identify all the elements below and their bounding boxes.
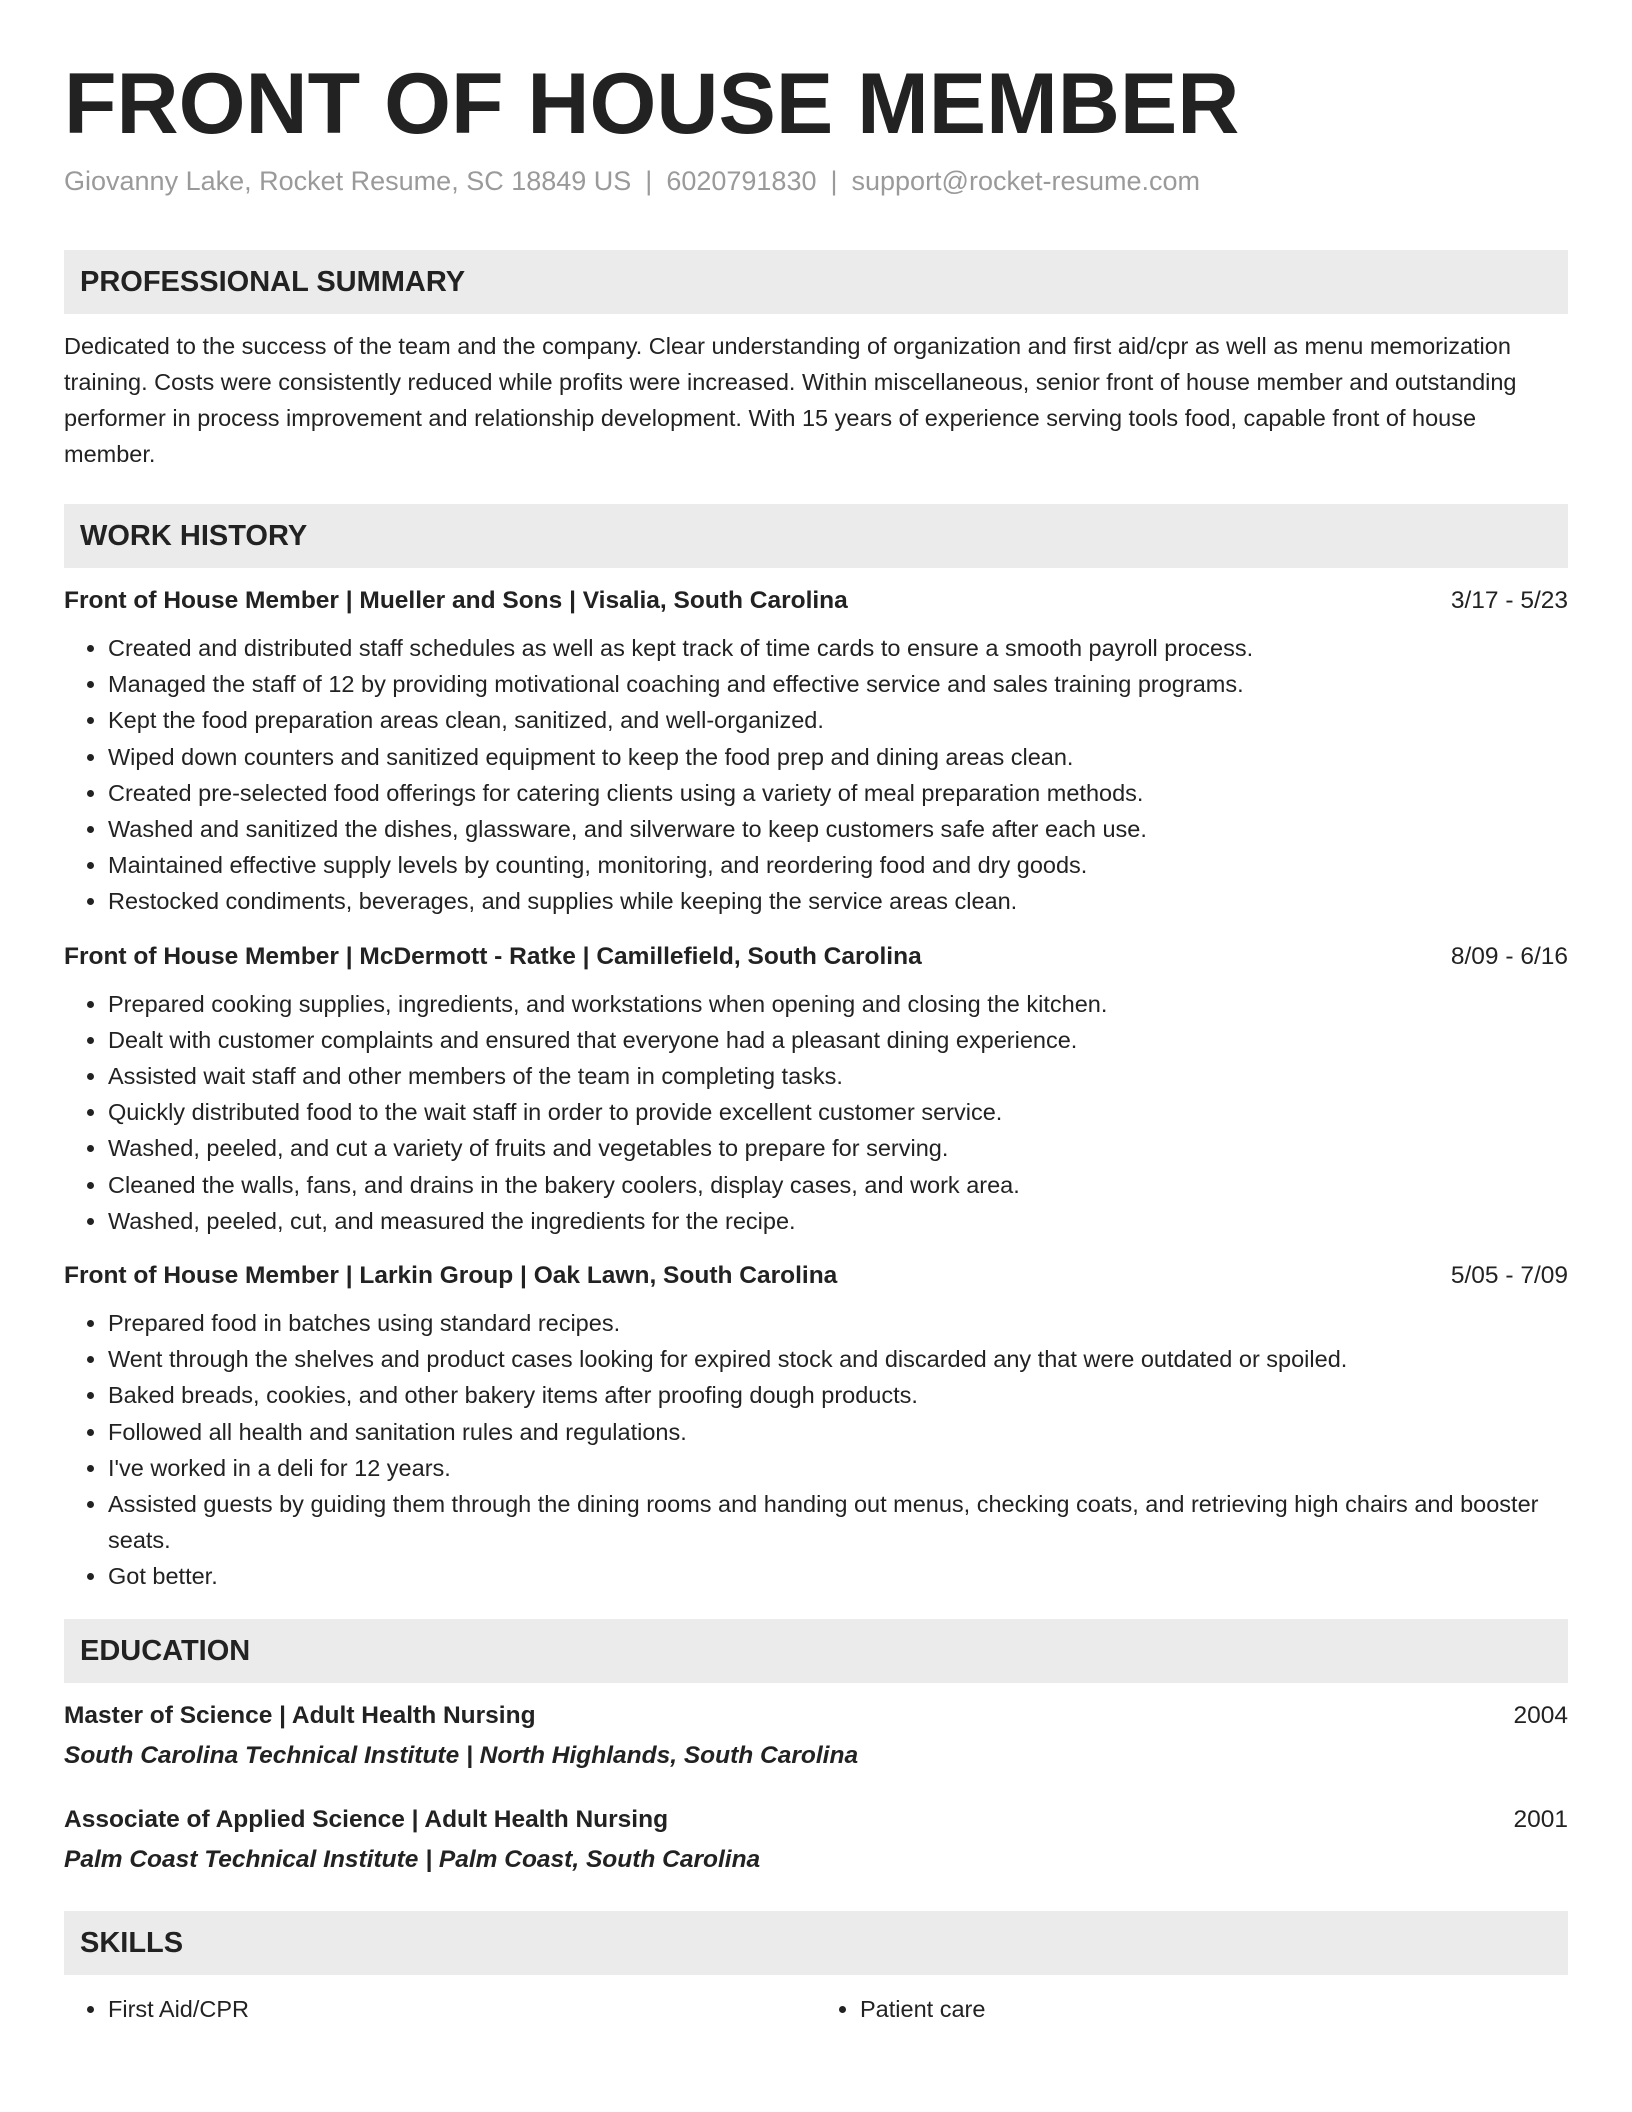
list-item: • Followed all health and sanitation rules and regulations. (108, 1414, 1568, 1450)
list-item: • Prepared cooking supplies, ingredients, and workstations when opening and closing the kitchen. (108, 986, 1568, 1022)
list-item: • Washed, peeled, and cut a variety of fruits and vegetables to prepare for serving. (108, 1130, 1568, 1166)
job-dates: 5/05 - 7/09 (1450, 1262, 1568, 1290)
section-heading-work-history: WORK HISTORY (64, 504, 1568, 568)
education-entry (64, 1699, 1568, 1773)
list-item: • Maintained effective supply levels by counting, monitoring, and reordering food and dry goods. (108, 847, 1568, 883)
job-title: Front of House Member | Larkin Group | Oak Lawn, South Carolina (64, 1262, 838, 1290)
list-item: • Baked breads, cookies, and other bakery items after proofing dough products. (108, 1377, 1568, 1413)
summary-text: Dedicated to the success of the team and the company. Clear understanding of organization and first aid/cpr as well as menu memorization training. Costs were consistently reduced while profits were increased. Within miscellaneous, senior front of house member and outstanding performer in process improvement and relationship development. With 15 years of experience serving tools food, capable front of house member. (64, 333, 1517, 467)
job-header (64, 584, 1568, 618)
resume-page (64, 0, 1568, 2027)
list-item: • Kept the food preparation areas clean, sanitized, and well-organized. (108, 702, 1568, 738)
list-item: • Wiped down counters and sanitized equipment to keep the food prep and dining areas clean. (108, 739, 1568, 775)
skills-column-right (816, 1991, 1568, 2027)
list-item: • Patient care (860, 1991, 1568, 2027)
list-item: • Dealt with customer complaints and ensured that everyone had a pleasant dining experience. (108, 1022, 1568, 1058)
list-item: • Prepared food in batches using standard recipes. (108, 1305, 1568, 1341)
job-header (64, 1259, 1568, 1293)
job-dates: 3/17 - 5/23 (1450, 587, 1568, 614)
list-item: • Cleaned the walls, fans, and drains in the bakery coolers, display cases, and work area. (108, 1167, 1568, 1203)
list-item: • Restocked condiments, beverages, and supplies while keeping the service areas clean. (108, 883, 1568, 919)
contact-email[interactable]: support@rocket-resume.com (851, 166, 1201, 196)
education-entry (64, 1803, 1568, 1877)
education-header (64, 1699, 1568, 1733)
list-item: • Assisted wait staff and other members of the team in completing tasks. (108, 1058, 1568, 1094)
skills-column-left (64, 1991, 816, 2027)
job-header (64, 940, 1568, 974)
education-school: Palm Coast Technical Institute | Palm Coast, South Carolina (64, 1845, 761, 1873)
job-title: Front of House Member | Mueller and Sons | Visalia, South Carolina (64, 587, 848, 614)
section-heading-education: EDUCATION (64, 1619, 1568, 1683)
job-bullets (64, 1305, 1568, 1595)
job-bullets (64, 986, 1568, 1239)
job-dates: 8/09 - 6/16 (1450, 942, 1568, 970)
list-item: • Went through the shelves and product cases looking for expired stock and discarded any that were outdated or spoiled. (108, 1341, 1568, 1377)
contact-address: Giovanny Lake, Rocket Resume, SC 18849 US (64, 166, 632, 196)
contact-phone: 6020791830 (666, 166, 817, 196)
list-item: • Washed and sanitized the dishes, glassware, and silverware to keep customers safe after each use. (108, 811, 1568, 847)
skills-list (64, 1975, 1568, 2027)
contact-separator: | (830, 166, 838, 196)
education-header (64, 1803, 1568, 1837)
job-entry (64, 584, 1568, 920)
education-year: 2004 (1513, 1701, 1568, 1729)
contact-separator: | (645, 166, 653, 196)
list-item: • Got better. (108, 1558, 1568, 1594)
list-item: • Washed, peeled, cut, and measured the ingredients for the recipe. (108, 1203, 1568, 1239)
list-item: • Created pre-selected food offerings for catering clients using a variety of meal preparation methods. (108, 775, 1568, 811)
job-title: Front of House Member | McDermott - Ratke | Camillefield, South Carolina (64, 942, 922, 970)
section-heading-skills: SKILLS (64, 1911, 1568, 1975)
resume-title: FRONT OF HOUSE MEMBER (64, 56, 1240, 152)
education-school: South Carolina Technical Institute | North Highlands, South Carolina (64, 1741, 859, 1769)
education-degree: Associate of Applied Science | Adult Health Nursing (64, 1805, 669, 1833)
list-item: • Assisted guests by guiding them through the dining rooms and handing out menus, checking coats, and retrieving high chairs and booster seats. (108, 1486, 1568, 1558)
list-item: • Created and distributed staff schedules as well as kept track of time cards to ensure a smooth payroll process. (108, 630, 1568, 666)
list-item: • I've worked in a deli for 12 years. (108, 1450, 1568, 1486)
section-heading-summary: PROFESSIONAL SUMMARY (64, 250, 1568, 314)
job-bullets (64, 630, 1568, 920)
education-year: 2001 (1513, 1805, 1568, 1833)
job-entry (64, 940, 1568, 1239)
list-item: • First Aid/CPR (108, 1991, 816, 2027)
education-degree: Master of Science | Adult Health Nursing (64, 1701, 536, 1729)
list-item: • Quickly distributed food to the wait staff in order to provide excellent customer service. (108, 1094, 1568, 1130)
contact-line (64, 164, 1568, 198)
list-item: • Managed the staff of 12 by providing motivational coaching and effective service and sales training programs. (108, 666, 1568, 702)
job-entry (64, 1259, 1568, 1595)
